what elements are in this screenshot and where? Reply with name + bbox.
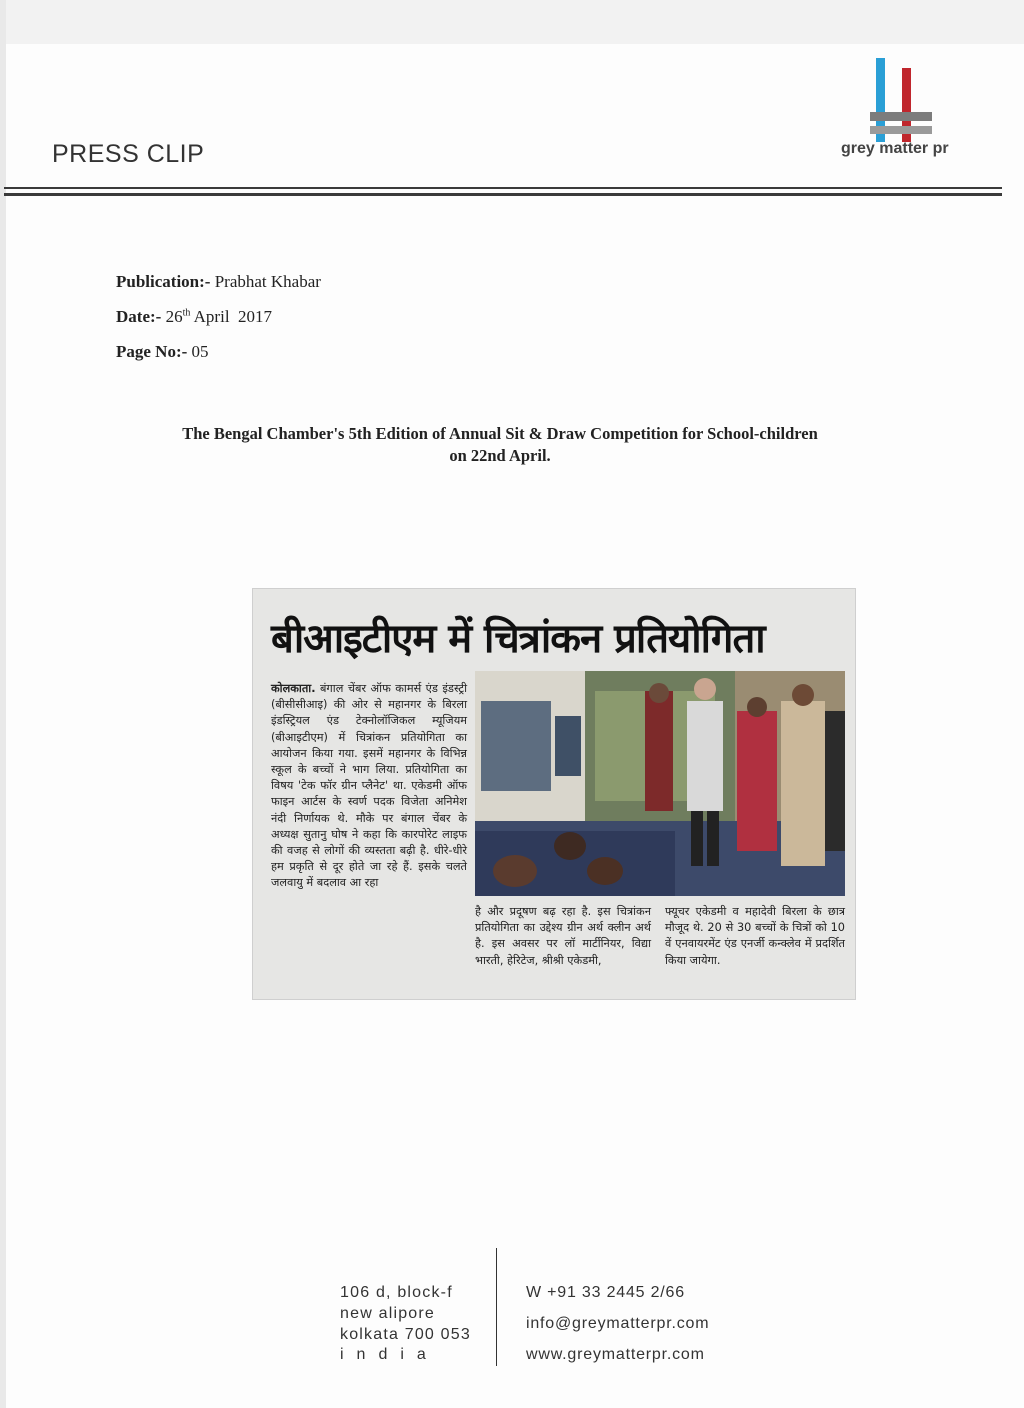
date-rest: April 2017	[193, 307, 273, 326]
header-rule-top	[4, 187, 1002, 189]
website-link[interactable]: www.greymatterpr.com	[526, 1346, 705, 1363]
email-address[interactable]: info@greymatterpr.com	[526, 1315, 710, 1332]
publication-label: Publication:-	[116, 272, 211, 291]
page-line	[116, 342, 209, 362]
clipping-column-2: है और प्रदूषण बढ़ रहा है. इस चित्रांकन प्रतियोगिता का उद्देश्य ग्रीन अर्थ क्लीन अर्थ है. इस अवसर पर लॉ मार्टीनियर, विद्या भारती, हेरिटेज, श्रीश्री एकेडमी,	[475, 905, 651, 967]
clipping-column-3: फ्यूचर एकेडमी व महादेवी बिरला के छात्र मौजूद थे. 20 से 30 बच्चों के चित्रों को 10 वें एनवायरमेंट एंड एनर्जी कन्क्लेव में प्रदर्शित किया जायेगा.	[665, 905, 845, 967]
date-label: Date:-	[116, 307, 162, 326]
publication-line	[116, 272, 321, 292]
headline-line-1: The Bengal Chamber's 5th Edition of Annual Sit & Draw Competition for School-children	[182, 424, 818, 443]
address-line-2: new alipore	[340, 1305, 436, 1322]
scan-left-edge	[0, 0, 6, 1408]
clipping-column-1-text: बंगाल चेंबर ऑफ कामर्स एंड इंडस्ट्री (बीसीसीआइ) की ओर से महानगर के बिरला इंडस्ट्रियल एंड टेक्नोलॉजिकल म्यूजियम (बीआइटीएम) में चित्रांकन प्रतियोगिता का आयोजन किया गया. इसमें महानगर के विभिन्न स्कूल के बच्चों ने भाग लिया. प्रतियोगिता का विषय 'टेक फॉर ग्रीन प्लैनेट' था. एकेडमी ऑफ फाइन आर्टस के स्वर्ण पदक विजेता अनिमेश नंदी निर्णायक थे. मौके पर बंगाल चेंबर के अध्यक्ष सुतानु घोष ने कहा कि कारपोरेट लाइफ की वजह से लोगों की व्यस्तता बढ़ी है. धीरे-धीरे हम प्रकृति से दूर होते जा रहे हैं. इसके चलते जलवायु में बदलाव आ रहा	[271, 682, 467, 890]
date-day: 26	[165, 307, 183, 326]
date-line	[116, 307, 272, 327]
scan-top-margin	[0, 0, 1024, 44]
address-line-3: kolkata 700 053	[340, 1326, 471, 1343]
page-value: 05	[191, 342, 209, 361]
brand-name: grey matter pr	[841, 140, 949, 157]
date-suffix: th	[182, 307, 191, 319]
phone-number: W +91 33 2445 2/66	[526, 1284, 685, 1301]
clipping-dateline: कोलकाता.	[271, 682, 316, 695]
publication-value: Prabhat Khabar	[214, 272, 321, 291]
page-label: Page No:-	[116, 342, 188, 361]
clip-headline	[100, 423, 900, 467]
page-title: PRESS CLIP	[52, 140, 205, 168]
event-photo-image	[475, 671, 845, 896]
address-line-4: india	[340, 1346, 439, 1363]
clipping-title: बीआइटीएम में चित्रांकन प्रतियोगिता	[271, 616, 765, 662]
event-photo	[475, 671, 845, 896]
footer-divider	[496, 1248, 497, 1366]
headline-line-2: on 22nd April.	[449, 446, 551, 465]
clipping-column-1	[271, 681, 467, 892]
address-line-1: 106 d, block-f	[340, 1284, 453, 1301]
header-rule-bottom	[4, 193, 1002, 196]
newspaper-clipping	[252, 588, 856, 1000]
